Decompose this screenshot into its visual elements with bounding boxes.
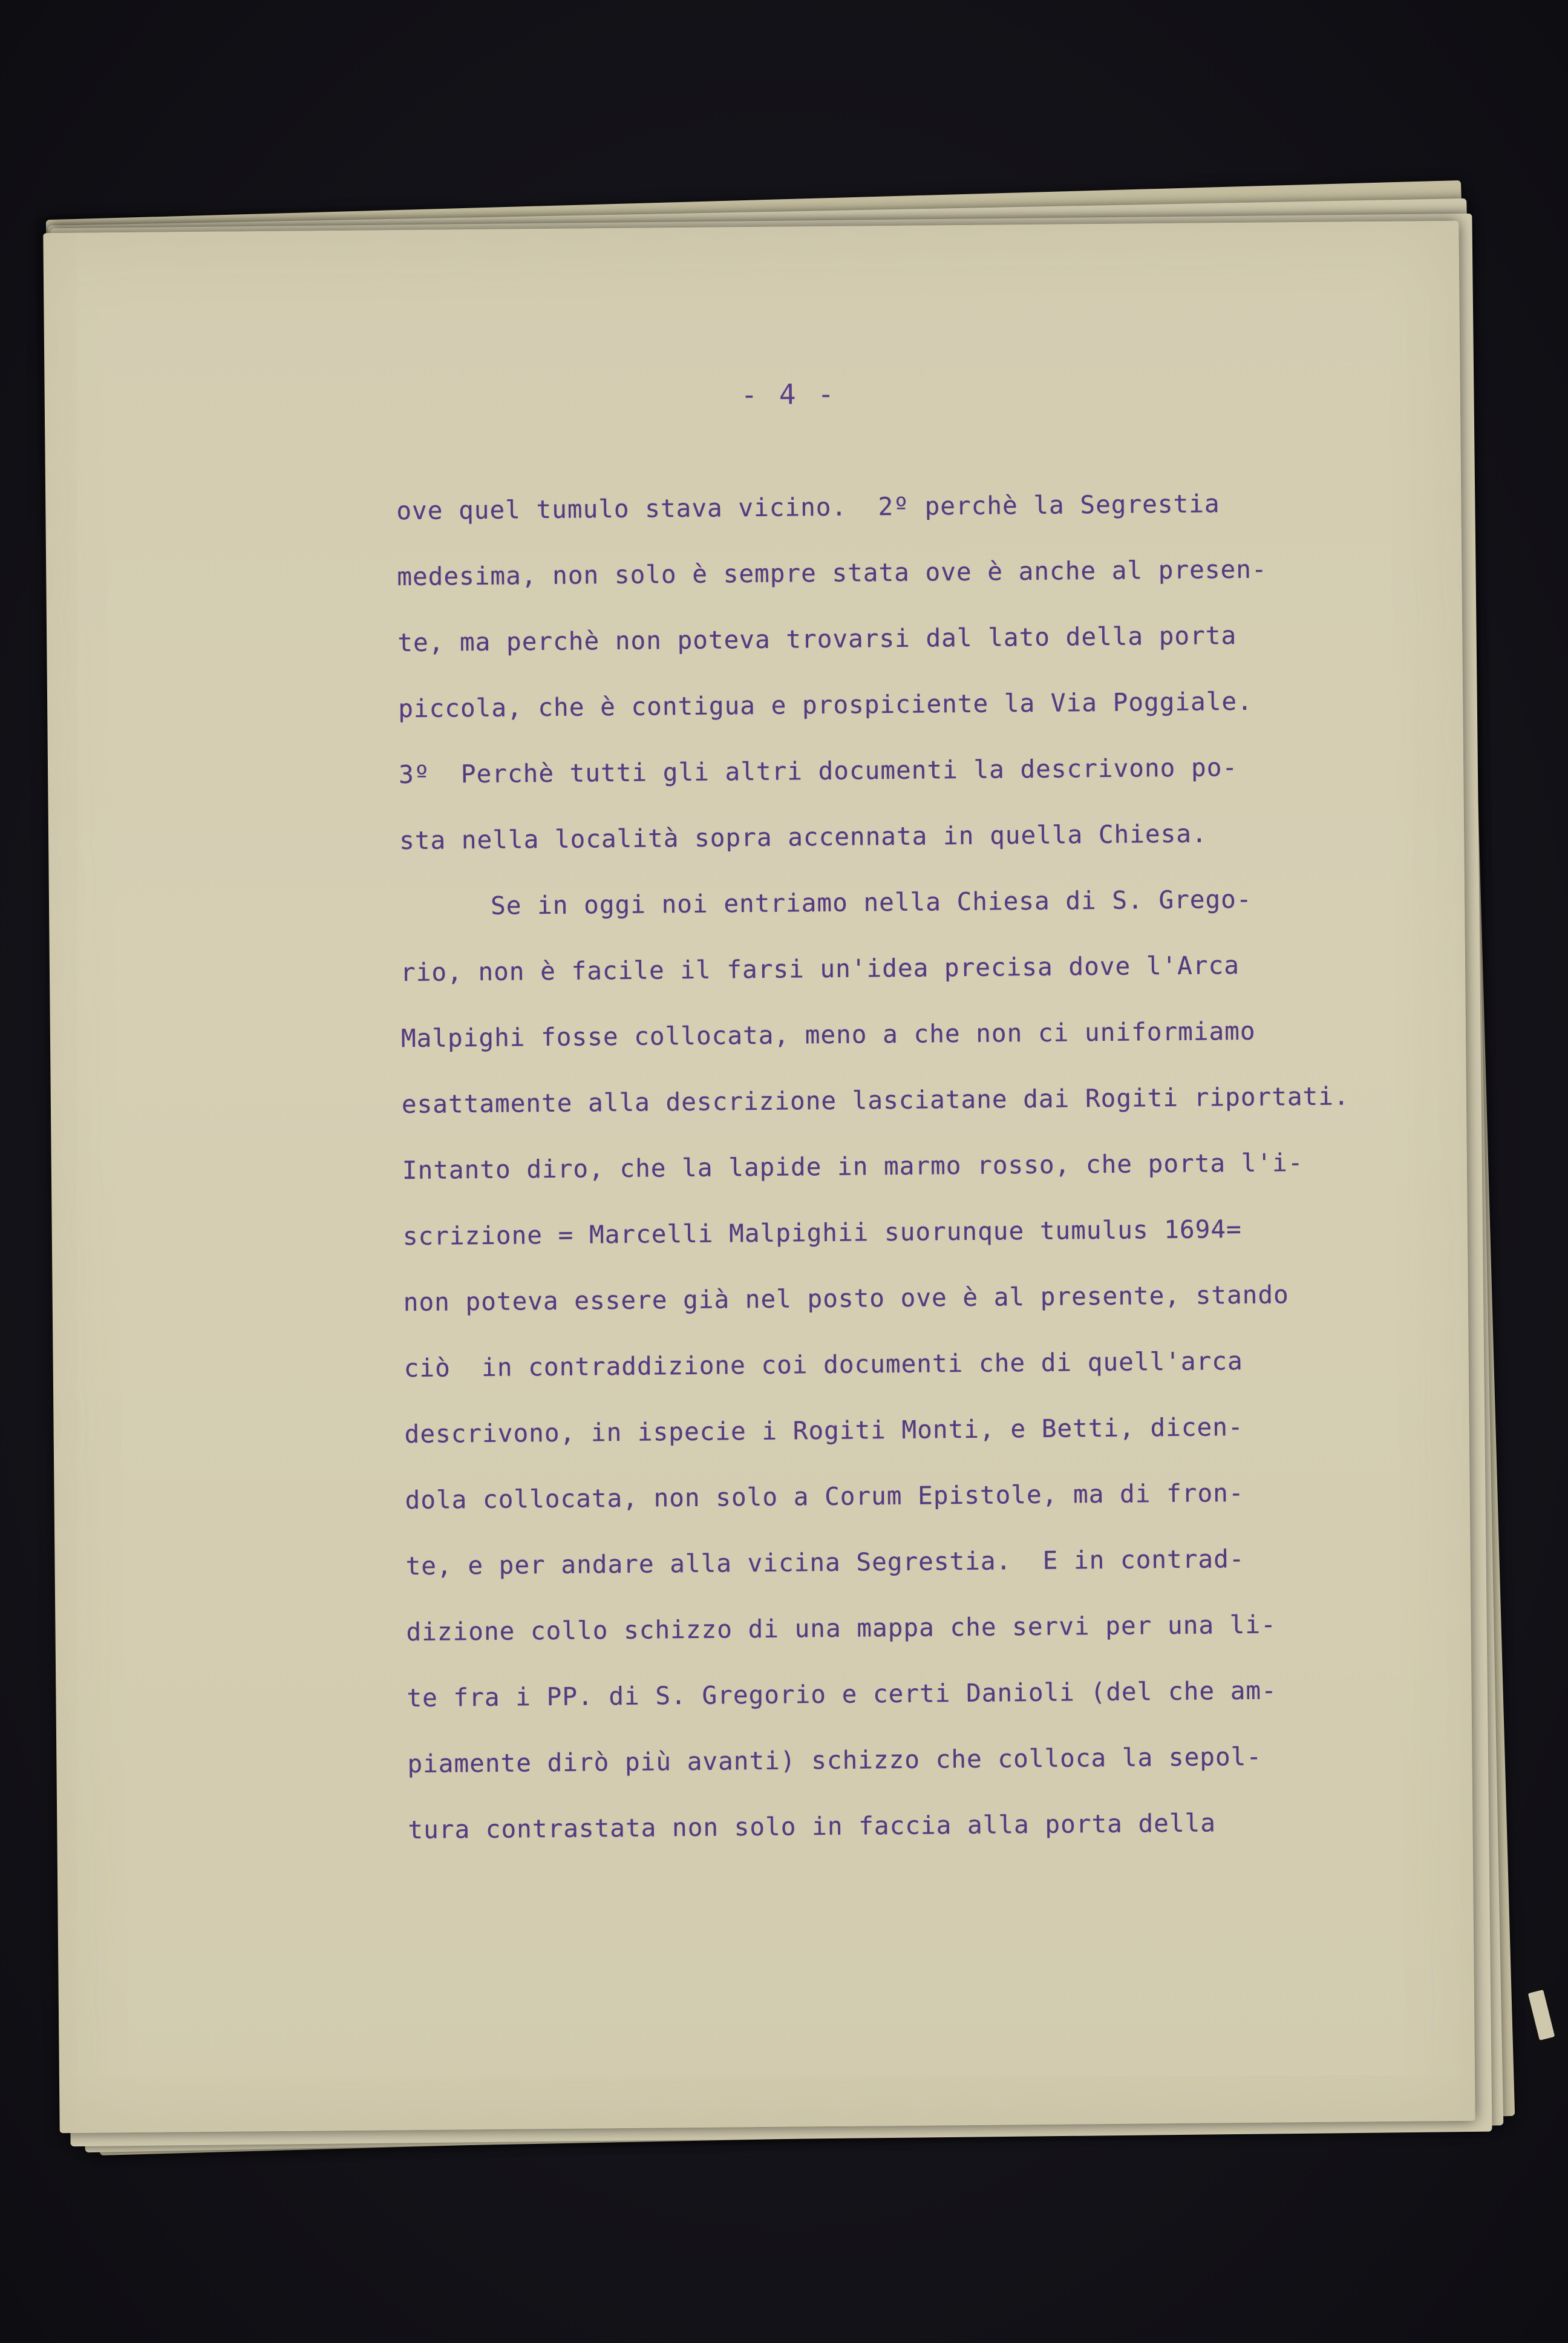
text-line: dizione collo schizzo di una mappa che servi per una li- (406, 1610, 1277, 1647)
text-line: Se in oggi noi entriamo nella Chiesa di S. Grego- (490, 884, 1252, 920)
text-line: sta nella località sopra accennata in quella Chiesa. (399, 819, 1207, 856)
text-line: descrivono, in ispecie i Rogiti Monti, e Betti, dicen- (404, 1412, 1244, 1449)
text-line: te, ma perchè non poteva trovarsi dal lato della porta (397, 621, 1237, 658)
text-line: non poteva essere già nel posto ove è al presente, stando (403, 1280, 1289, 1317)
typewritten-page (43, 221, 1475, 2133)
text-line: medesima, non solo è sempre stata ove è anche al presen- (397, 554, 1267, 592)
text-line: Malpighi fosse collocata, meno a che non ci uniformiamo (400, 1016, 1256, 1054)
text-line: te fra i PP. di S. Gregorio e certi Danioli (del che am- (407, 1676, 1277, 1713)
text-line: piccola, che è contigua e prospiciente la Via Poggiale. (398, 686, 1253, 724)
text-line: esattamente alla descrizione lasciatane dai Rogiti riportati. (401, 1081, 1350, 1119)
page-number: - 4 - (740, 377, 837, 411)
text-line: te, e per andare alla vicina Segrestia. E in contrad- (405, 1544, 1245, 1581)
text-line: 3º Perchè tutti gli altri documenti la descrivono po- (398, 753, 1238, 790)
text-line: ciò in contraddizione coi documenti che di quell'arca (403, 1346, 1243, 1383)
body-text (396, 468, 1546, 1863)
text-line: piamente dirò più avanti) schizzo che colloca la sepol- (407, 1742, 1263, 1779)
text-line: dola collocata, non solo a Corum Epistole, ma di fron- (405, 1478, 1244, 1515)
text-line: ove quel tumulo stava vicino. 2º perchè la Segrestia (396, 489, 1220, 526)
text-line: rio, non è facile il farsi un'idea precisa dove l'Arca (400, 951, 1240, 988)
text-line: tura contrastata non solo in faccia alla porta della (408, 1808, 1217, 1845)
paper-scrap (1528, 1990, 1555, 2040)
text-line: Intanto diro, che la lapide in marmo rosso, che porta l'i- (402, 1148, 1304, 1185)
text-line: scrizione = Marcelli Malpighii suorunque tumulus 1694= (402, 1214, 1242, 1251)
